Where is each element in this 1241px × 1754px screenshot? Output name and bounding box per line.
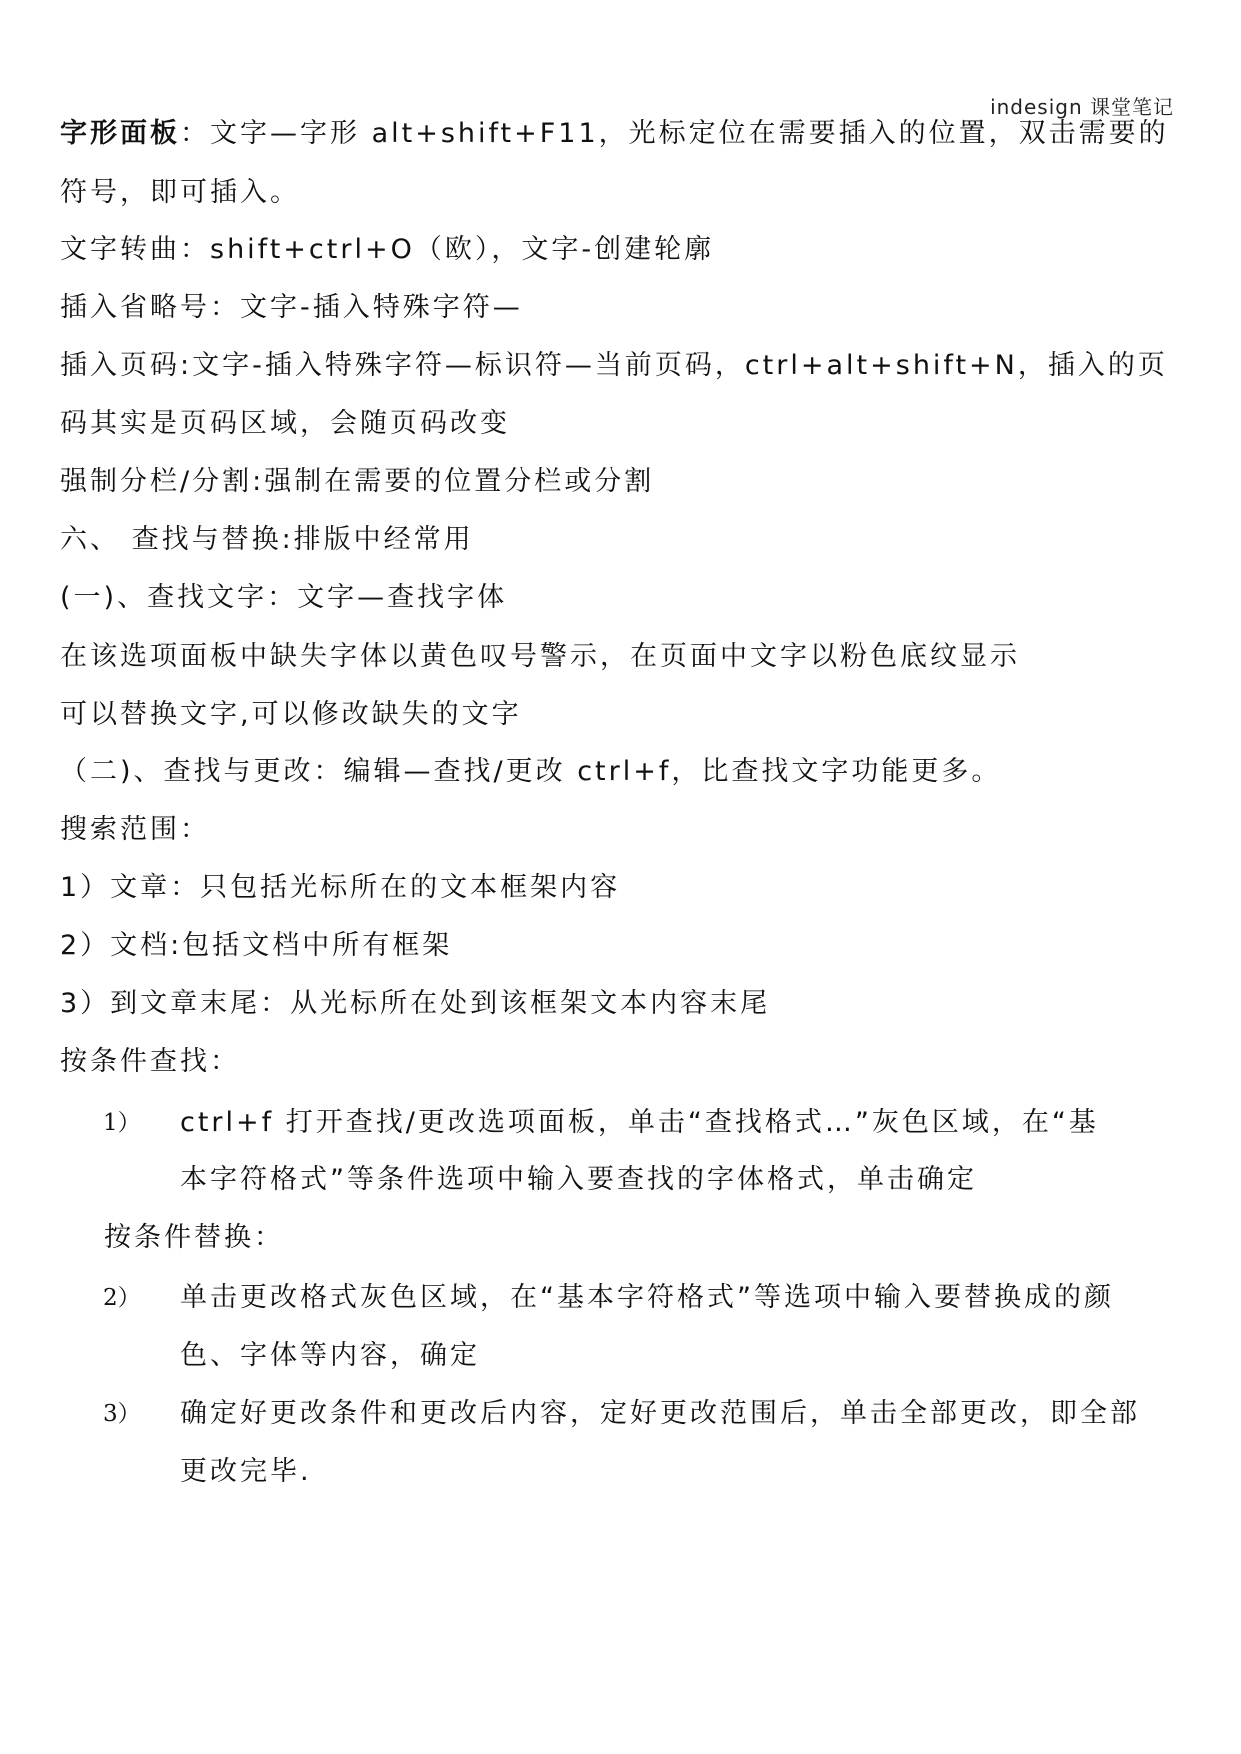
list-item-text: 本字符格式”等条件选项中输入要查找的字体格式，单击确定 (180, 1164, 977, 1195)
paragraph-line: 搜索范围： (60, 814, 210, 845)
list-item-text: 更改完毕. (180, 1456, 312, 1487)
subsection-heading: （二)、查找与更改：编辑—查找/更改 ctrl+f，比查找文字功能更多。 (60, 756, 1002, 787)
paragraph-line: 插入省略号：文字-插入特殊字符— (60, 292, 523, 323)
paragraph-line: 在该选项面板中缺失字体以黄色叹号警示，在页面中文字以粉色底纹显示 (60, 641, 1020, 672)
list-line: 3）到文章末尾：从光标所在处到该框架文本内容末尾 (60, 988, 771, 1019)
paragraph-line: 可以替换文字,可以修改缺失的文字 (60, 699, 522, 730)
subsection-heading: 按条件替换： (104, 1222, 284, 1253)
subsection-heading: (一)、查找文字：文字—查找字体 (60, 582, 508, 613)
list-item-number: 3） (103, 1401, 141, 1427)
list-line: 1）文章：只包括光标所在的文本框架内容 (60, 872, 621, 903)
list-item-text: 单击更改格式灰色区域，在“基本字符格式”等选项中输入要替换成的颜 (180, 1282, 1114, 1313)
list-item-number: 2） (103, 1285, 141, 1311)
glyph-panel-heading: 字形面板 (60, 118, 180, 149)
paragraph-line: 符号，即可插入。 (60, 177, 300, 208)
list-item-text: 色、字体等内容，确定 (180, 1340, 480, 1371)
page-header: indesign 课堂笔记 (990, 95, 1174, 119)
paragraph-line: 文字转曲：shift+ctrl+O（欧），文字-创建轮廓 (60, 234, 715, 265)
paragraph-line: 码其实是页码区域，会随页码改变 (60, 408, 510, 439)
paragraph-line: 强制分栏/分割:强制在需要的位置分栏或分割 (60, 466, 655, 497)
list-line: 2）文档:包括文档中所有框架 (60, 930, 453, 961)
glyph-panel-text: ：文字—字形 alt+shift+F11，光标定位在需要插入的位置，双击需要的 (180, 118, 1169, 149)
glyph-panel-line (60, 117, 1169, 151)
list-item-number: 1） (103, 1110, 141, 1136)
list-item-text: 确定好更改条件和更改后内容，定好更改范围后，单击全部更改，即全部 (180, 1398, 1140, 1429)
list-item-text: ctrl+f 打开查找/更改选项面板，单击“查找格式…”灰色区域，在“基 (180, 1107, 1099, 1138)
paragraph-line: 按条件查找： (60, 1046, 240, 1077)
paragraph-line: 插入页码:文字-插入特殊字符—标识符—当前页码，ctrl+alt+shift+N，插入的页 (60, 350, 1168, 381)
section-heading: 六、 查找与替换:排版中经常用 (60, 524, 474, 555)
